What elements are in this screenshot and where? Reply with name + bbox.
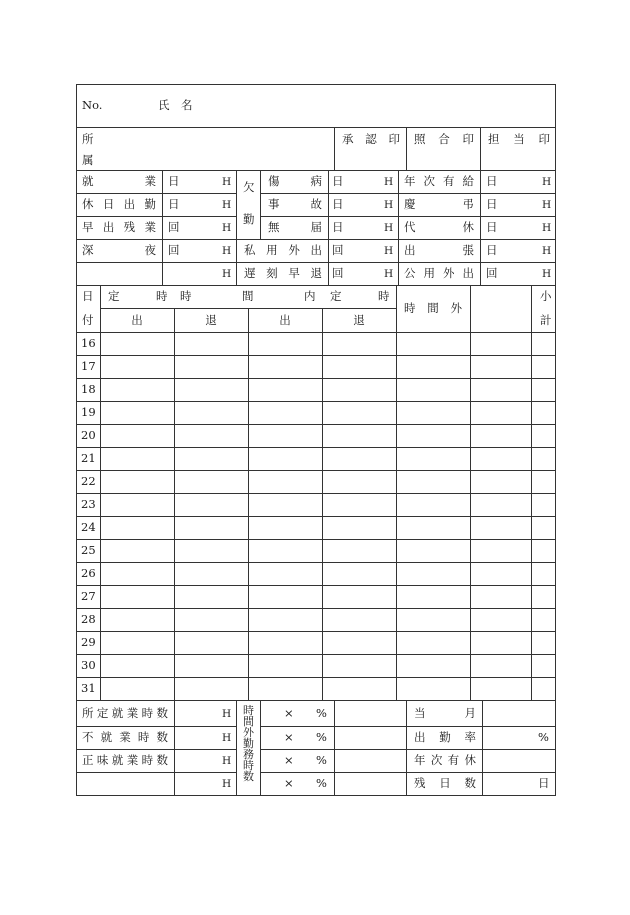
unit-hours: H <box>222 222 232 234</box>
day-number: 30 <box>81 658 96 672</box>
day-number: 18 <box>81 382 96 396</box>
fixed-hours-head: 内 <box>304 289 316 303</box>
unit-count: 回 <box>168 220 180 234</box>
overtime-head: 時間外 <box>404 301 462 315</box>
unit-count: 回 <box>168 243 180 257</box>
unit-hours: H <box>222 176 232 188</box>
day-number: 22 <box>81 474 96 488</box>
percent-mark: % <box>316 730 327 744</box>
subtotal-head-2: 計 <box>540 313 552 327</box>
charge-stamp-label: 担当印 <box>488 132 550 146</box>
day-number: 27 <box>81 589 96 603</box>
day-number: 28 <box>81 612 96 626</box>
non-working-hours-label: 不就業時数 <box>82 730 168 744</box>
day-number: 17 <box>81 359 96 373</box>
unit-hours: H <box>222 708 232 720</box>
clock-in-head: 出 <box>131 313 143 327</box>
unit-count: 回 <box>486 266 498 280</box>
unit-day: 日 <box>486 174 498 188</box>
sick-label: 傷病 <box>268 174 322 188</box>
fixed-hours-head: 時 <box>180 289 192 303</box>
clock-out-head: 退 <box>205 313 217 327</box>
unit-hours: H <box>384 268 394 280</box>
day-number: 31 <box>81 681 96 695</box>
unit-count: 回 <box>332 243 344 257</box>
no-label: No. <box>82 98 103 112</box>
unit-day: 日 <box>486 243 498 257</box>
name-label: 氏 名 <box>158 98 193 112</box>
net-working-hours-label: 正味就業時数 <box>82 753 168 767</box>
fixed-hours-head: 間 <box>242 289 254 303</box>
unit-hours: H <box>222 732 232 744</box>
unit-day: 日 <box>332 220 344 234</box>
absence-label-1: 欠 <box>243 180 255 194</box>
percent-mark: % <box>316 706 327 720</box>
remaining-days-unit: 日 <box>538 776 550 790</box>
unit-hours: H <box>384 199 394 211</box>
fixed-hours-head: 時 <box>378 289 390 303</box>
remaining-days-label: 残日数 <box>414 776 476 790</box>
substitute-holiday-label: 代休 <box>404 220 474 234</box>
timesheet <box>76 84 556 796</box>
date-header-2: 付 <box>82 313 94 327</box>
unit-hours: H <box>384 176 394 188</box>
clock-out-head: 退 <box>353 313 365 327</box>
unit-hours: H <box>542 222 552 234</box>
attendance-rate-unit: % <box>538 730 549 744</box>
late-night-label: 深夜 <box>82 243 156 257</box>
day-number: 16 <box>81 336 96 350</box>
multiply-mark: × <box>284 753 294 767</box>
unit-hours: H <box>222 755 232 767</box>
day-number: 19 <box>81 405 96 419</box>
percent-mark: % <box>316 776 327 790</box>
percent-mark: % <box>316 753 327 767</box>
unit-hours: H <box>542 268 552 280</box>
fixed-hours-head: 定 <box>108 289 120 303</box>
unit-hours: H <box>222 245 232 257</box>
date-header-1: 日 <box>82 289 94 303</box>
day-number: 21 <box>81 451 96 465</box>
current-month-label: 当 月 <box>414 706 476 720</box>
day-number: 20 <box>81 428 96 442</box>
unit-day: 日 <box>168 197 180 211</box>
affiliation-label-2: 属 <box>82 153 94 167</box>
unit-day: 日 <box>332 174 344 188</box>
official-outing-label: 公用外出 <box>404 266 474 280</box>
multiply-mark: × <box>284 706 294 720</box>
approve-stamp-label: 承認印 <box>342 132 400 146</box>
scheduled-hours-label: 所定就業時数 <box>82 706 168 720</box>
unit-hours: H <box>222 268 232 280</box>
day-number: 26 <box>81 566 96 580</box>
collate-stamp-label: 照合印 <box>414 132 474 146</box>
day-number: 25 <box>81 543 96 557</box>
unit-hours: H <box>542 176 552 188</box>
day-number: 29 <box>81 635 96 649</box>
overtime-work-hours-label: 時 間 外 勤 務 時 数 <box>243 704 254 783</box>
late-early-label: 遅刻早退 <box>244 266 322 280</box>
absence-label-2: 勤 <box>243 212 255 226</box>
day-number: 23 <box>81 497 96 511</box>
congratulations-condolences-label: 慶弔 <box>404 197 474 211</box>
attendance-rate-label: 出勤率 <box>414 730 476 744</box>
fixed-hours-head: 定 <box>330 289 342 303</box>
private-outing-label: 私用外出 <box>244 243 322 257</box>
unit-hours: H <box>384 245 394 257</box>
unit-hours: H <box>542 199 552 211</box>
unit-hours: H <box>384 222 394 234</box>
affiliation-label-1: 所 <box>82 132 94 146</box>
multiply-mark: × <box>284 730 294 744</box>
holiday-work-label: 休日出勤 <box>82 197 156 211</box>
accident-label: 事故 <box>268 197 322 211</box>
unit-day: 日 <box>486 197 498 211</box>
no-notice-label: 無届 <box>268 220 322 234</box>
unit-hours: H <box>222 778 232 790</box>
multiply-mark: × <box>284 776 294 790</box>
work-days-label: 就業 <box>82 174 156 188</box>
annual-leave-label: 年次有休 <box>414 753 476 767</box>
business-trip-label: 出張 <box>404 243 474 257</box>
grid-lines <box>76 84 556 796</box>
unit-count: 回 <box>332 266 344 280</box>
unit-day: 日 <box>168 174 180 188</box>
early-overtime-label: 早出残業 <box>82 220 156 234</box>
unit-hours: H <box>222 199 232 211</box>
unit-day: 日 <box>332 197 344 211</box>
clock-in-head: 出 <box>279 313 291 327</box>
unit-hours: H <box>542 245 552 257</box>
day-number: 24 <box>81 520 96 534</box>
unit-day: 日 <box>486 220 498 234</box>
paid-leave-label: 年次有給 <box>404 174 474 188</box>
fixed-hours-head: 時 <box>156 289 168 303</box>
subtotal-head-1: 小 <box>540 289 552 303</box>
